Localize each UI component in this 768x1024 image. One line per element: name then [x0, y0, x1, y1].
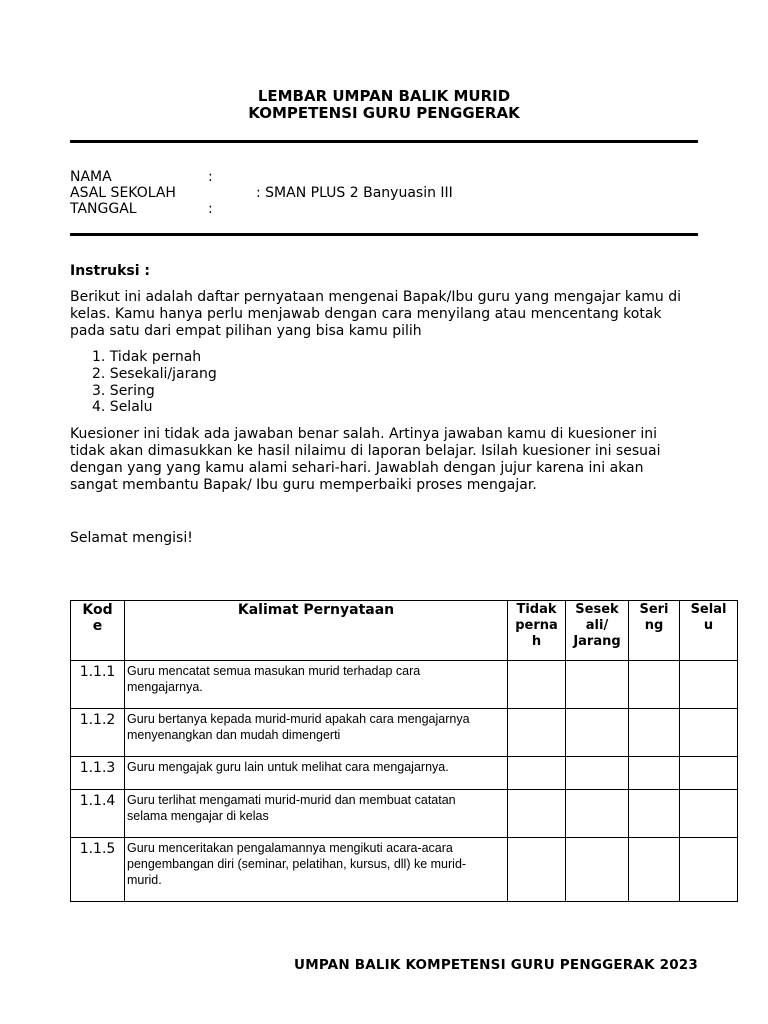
closing-text: Selamat mengisi!	[70, 530, 193, 546]
row-code: 1.1.5	[71, 838, 125, 902]
answer-cell-sering[interactable]	[629, 838, 680, 902]
header-rule-top	[70, 140, 698, 143]
instruction-heading: Instruksi :	[70, 263, 150, 279]
asal-sekolah-label: ASAL SEKOLAH	[70, 185, 176, 201]
page-footer: UMPAN BALIK KOMPETENSI GURU PENGGERAK 2023	[294, 957, 698, 973]
document-title-line-2: KOMPETENSI GURU PENGGERAK	[248, 104, 520, 122]
questionnaire-table	[70, 600, 738, 902]
intro-line: kelas. Kamu hanya perlu menjawab dengan cara menyilang atau mencentang kotak	[70, 306, 662, 322]
option-sering: 3. Sering	[92, 383, 155, 399]
row-statement: Guru bertanya kepada murid-murid apakah cara mengajarnya menyenangkan dan mudah dimengerti	[125, 709, 508, 757]
answer-cell-tidak-pernah[interactable]	[508, 757, 566, 790]
intro-line: pada satu dari empat pilihan yang bisa kamu pilih	[70, 323, 422, 339]
answer-cell-sering[interactable]	[629, 790, 680, 838]
tanggal-colon: :	[208, 201, 213, 217]
option-selalu: 4. Selalu	[92, 399, 153, 415]
row-code: 1.1.2	[71, 709, 125, 757]
table-row	[71, 661, 738, 709]
row-statement: Guru mengajak guru lain untuk melihat cara mengajarnya.	[125, 757, 508, 790]
header-rule-bottom	[70, 233, 698, 236]
row-statement: Guru mencatat semua masukan murid terhadap cara mengajarnya.	[125, 661, 508, 709]
table-header-row	[71, 601, 738, 661]
header-sesekali: Sesek ali/ Jarang	[566, 601, 629, 661]
answer-cell-sesekali[interactable]	[566, 757, 629, 790]
note-line: dengan yang yang kamu alami sehari-hari. Jawablah dengan jujur karena ini akan	[70, 460, 644, 476]
note-line: tidak akan dimasukkan ke hasil nilaimu di laporan belajar. Isilah kuesioner ini sesuai	[70, 443, 661, 459]
answer-cell-sesekali[interactable]	[566, 709, 629, 757]
answer-cell-sering[interactable]	[629, 757, 680, 790]
answer-cell-sering[interactable]	[629, 661, 680, 709]
row-code: 1.1.4	[71, 790, 125, 838]
table-row	[71, 790, 738, 838]
table-row	[71, 757, 738, 790]
answer-cell-selalu[interactable]	[680, 661, 738, 709]
row-code: 1.1.1	[71, 661, 125, 709]
answer-cell-tidak-pernah[interactable]	[508, 709, 566, 757]
header-kalimat-pernyataan: Kalimat Pernyataan	[125, 601, 508, 661]
answer-cell-selalu[interactable]	[680, 838, 738, 902]
answer-cell-selalu[interactable]	[680, 757, 738, 790]
header-sering: Seri ng	[629, 601, 680, 661]
instruction-note	[70, 426, 710, 494]
note-line: Kuesioner ini tidak ada jawaban benar salah. Artinya jawaban kamu di kuesioner ini	[70, 426, 658, 442]
answer-cell-tidak-pernah[interactable]	[508, 838, 566, 902]
answer-cell-selalu[interactable]	[680, 709, 738, 757]
answer-cell-sering[interactable]	[629, 709, 680, 757]
answer-cell-sesekali[interactable]	[566, 661, 629, 709]
row-statement: Guru terlihat mengamati murid-murid dan membuat catatan selama mengajar di kelas	[125, 790, 508, 838]
note-line: sangat membantu Bapak/ Ibu guru memperbaiki proses mengajar.	[70, 477, 537, 493]
instruction-intro	[70, 289, 710, 340]
answer-cell-selalu[interactable]	[680, 790, 738, 838]
answer-cell-sesekali[interactable]	[566, 790, 629, 838]
table-row	[71, 838, 738, 902]
nama-colon: :	[208, 169, 213, 185]
answer-cell-tidak-pernah[interactable]	[508, 790, 566, 838]
nama-label: NAMA	[70, 169, 112, 185]
header-tidak-pernah: Tidak perna h	[508, 601, 566, 661]
header-kode: Kod e	[71, 601, 125, 661]
header-selalu: Selal u	[680, 601, 738, 661]
intro-line: Berikut ini adalah daftar pernyataan mengenai Bapak/Ibu guru yang mengajar kamu di	[70, 289, 682, 305]
document-title-line-1: LEMBAR UMPAN BALIK MURID	[257, 87, 511, 105]
row-statement: Guru menceritakan pengalamannya mengikuti acara-acara pengembangan diri (seminar, pelatihan, kursus, dll) ke murid- murid.	[125, 838, 508, 902]
asal-sekolah-value: : SMAN PLUS 2 Banyuasin III	[256, 185, 453, 201]
option-tidak-pernah: 1. Tidak pernah	[92, 349, 202, 365]
answer-cell-sesekali[interactable]	[566, 838, 629, 902]
table-row	[71, 709, 738, 757]
tanggal-label: TANGGAL	[70, 201, 137, 217]
row-code: 1.1.3	[71, 757, 125, 790]
answer-cell-tidak-pernah[interactable]	[508, 661, 566, 709]
option-sesekali: 2. Sesekali/jarang	[92, 366, 217, 382]
